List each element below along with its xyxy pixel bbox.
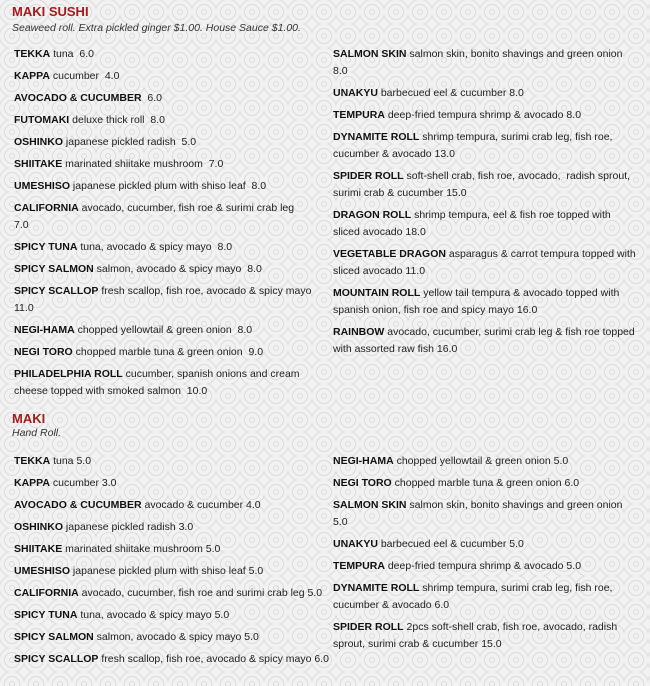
item-description: deep-fried tempura shrimp & avocado 5.0 <box>384 560 582 572</box>
item-description: shrimp tempura, eel & fish roe topped with sliced avocado 18.0 <box>333 209 614 238</box>
item-name: SHIITAKE <box>14 543 63 555</box>
right-column <box>333 453 638 658</box>
item-name: RAINBOW <box>333 326 385 338</box>
menu-item <box>14 563 329 580</box>
item-description: tuna 5.0 <box>50 455 92 467</box>
item-name: MOUNTAIN ROLL <box>333 287 421 299</box>
menu-item <box>333 107 638 124</box>
item-name: SALMON SKIN <box>333 48 407 60</box>
item-name: UNAKYU <box>333 538 378 550</box>
item-name: SPICY SCALLOP <box>14 653 99 665</box>
menu-item <box>333 580 638 614</box>
section-title: MAKI <box>12 411 46 426</box>
item-name: TEKKA <box>14 455 51 467</box>
item-name: PHILADELPHIA ROLL <box>14 368 123 380</box>
item-description: shrimp tempura, surimi crab leg, fish roe, cucumber & avocado 6.0 <box>333 582 616 611</box>
menu-item <box>333 168 638 202</box>
item-name: SALMON SKIN <box>333 499 407 511</box>
item-description: avocado, cucumber, fish roe and surimi crab leg 5.0 <box>78 587 323 599</box>
item-description: 2pcs soft-shell crab, fish roe, avocado, radish sprout, surimi crab & cucumber 15.0 <box>333 621 621 650</box>
item-description: avocado, cucumber, surimi crab leg & fish roe topped with assorted raw fish 16.0 <box>333 326 638 355</box>
menu-item <box>14 283 318 317</box>
item-description: chopped yellowtail & green onion 8.0 <box>74 324 253 336</box>
menu-item <box>14 90 314 107</box>
menu-item <box>333 453 638 470</box>
menu-item <box>14 607 329 624</box>
item-name: SHIITAKE <box>14 158 63 170</box>
item-description: barbecued eel & cucumber 5.0 <box>377 538 524 550</box>
menu-item <box>14 519 329 536</box>
menu-item <box>14 497 329 514</box>
menu-item <box>333 619 638 653</box>
menu-item <box>14 239 314 256</box>
section-subtitle: Seaweed roll. Extra pickled ginger $1.00. House Sauce $1.00. <box>12 22 301 34</box>
item-description: chopped marble tuna & green onion 9.0 <box>72 346 264 358</box>
item-description: japanese pickled radish 5.0 <box>63 136 197 148</box>
item-description: salmon, avocado & spicy mayo 5.0 <box>93 631 259 643</box>
item-name: AVOCADO & CUCUMBER <box>14 92 142 104</box>
item-description: fresh scallop, fish roe, avocado & spicy mayo 6.0 <box>98 653 329 665</box>
menu-item <box>14 200 314 234</box>
menu-item <box>333 324 638 358</box>
menu-item <box>333 46 638 80</box>
item-description: shrimp tempura, surimi crab leg, fish roe, cucumber & avocado 13.0 <box>333 131 616 160</box>
menu-item <box>14 322 314 339</box>
item-description: deluxe thick roll 8.0 <box>69 114 165 126</box>
section-subtitle: Hand Roll. <box>12 427 62 439</box>
item-name: UMESHISO <box>14 180 71 192</box>
item-name: SPICY TUNA <box>14 241 78 253</box>
menu-item <box>14 344 314 361</box>
item-description: japanese pickled plum with shiso leaf 5.0 <box>70 565 264 577</box>
item-description: chopped yellowtail & green onion 5.0 <box>393 455 569 467</box>
item-description: tuna, avocado & spicy mayo 5.0 <box>77 609 230 621</box>
item-description: asparagus & carrot tempura topped with sliced avocado 11.0 <box>333 248 639 277</box>
item-name: OSHINKO <box>14 521 64 533</box>
menu-item <box>14 134 314 151</box>
menu-item <box>333 129 638 163</box>
item-description: cucumber, spanish onions and cream cheese topped with smoked salmon 10.0 <box>14 368 303 397</box>
menu-item <box>14 68 314 85</box>
item-description: avocado, cucumber, fish roe & surimi crab leg 7.0 <box>14 202 300 231</box>
menu-item <box>14 585 329 602</box>
right-column <box>333 46 638 363</box>
item-name: UMESHISO <box>14 565 71 577</box>
item-name: SPICY SALMON <box>14 263 94 275</box>
item-name: SPICY SALMON <box>14 631 94 643</box>
item-description: marinated shiitake mushroom 7.0 <box>62 158 224 170</box>
item-name: SPIDER ROLL <box>333 170 404 182</box>
item-name: VEGETABLE DRAGON <box>333 248 446 260</box>
item-name: DYNAMITE ROLL <box>333 582 420 594</box>
item-name: KAPPA <box>14 70 50 82</box>
item-description: fresh scallop, fish roe, avocado & spicy mayo 11.0 <box>14 285 318 314</box>
item-name: NEGI-HAMA <box>14 324 75 336</box>
item-description: salmon skin, bonito shavings and green onion 5.0 <box>333 499 626 528</box>
menu-item <box>14 651 329 668</box>
menu-item <box>333 285 638 319</box>
item-name: TEKKA <box>14 48 51 60</box>
item-description: chopped marble tuna & green onion 6.0 <box>391 477 580 489</box>
menu-item <box>14 46 314 63</box>
item-name: CALIFORNIA <box>14 587 79 599</box>
item-name: TEMPURA <box>333 560 385 572</box>
item-description: cucumber 3.0 <box>49 477 117 489</box>
item-name: KAPPA <box>14 477 50 489</box>
item-description: salmon skin, bonito shavings and green onion 8.0 <box>333 48 626 77</box>
menu-item <box>333 497 638 531</box>
left-column <box>14 46 318 405</box>
menu-item <box>14 629 329 646</box>
item-description: tuna, avocado & spicy mayo 8.0 <box>77 241 233 253</box>
item-name: DYNAMITE ROLL <box>333 131 420 143</box>
menu-item <box>14 261 314 278</box>
item-description: barbecued eel & cucumber 8.0 <box>377 87 524 99</box>
menu-item <box>14 178 314 195</box>
left-column <box>14 453 329 673</box>
item-name: SPICY TUNA <box>14 609 78 621</box>
menu-item <box>333 246 638 280</box>
item-name: SPICY SCALLOP <box>14 285 99 297</box>
menu-item <box>14 156 314 173</box>
menu-item <box>14 541 329 558</box>
item-description: 6.0 <box>141 92 162 104</box>
item-name: OSHINKO <box>14 136 64 148</box>
section-title: MAKI SUSHI <box>12 4 89 19</box>
menu-item <box>333 536 638 553</box>
menu-item <box>333 207 638 241</box>
item-description: yellow tail tempura & avocado topped with spanish onion, fish roe and spicy mayo 16.0 <box>333 287 623 316</box>
item-name: UNAKYU <box>333 87 378 99</box>
menu-item <box>14 366 314 400</box>
item-name: TEMPURA <box>333 109 385 121</box>
menu-item <box>14 112 314 129</box>
item-description: soft-shell crab, fish roe, avocado, radish sprout, surimi crab & cucumber 15.0 <box>333 170 633 199</box>
item-description: avocado & cucumber 4.0 <box>141 499 261 511</box>
item-description: japanese pickled radish 3.0 <box>63 521 194 533</box>
item-name: NEGI-HAMA <box>333 455 394 467</box>
item-name: NEGI TORO <box>333 477 392 489</box>
menu-item <box>14 475 329 492</box>
menu-item <box>14 453 329 470</box>
item-description: salmon, avocado & spicy mayo 8.0 <box>93 263 262 275</box>
menu-item <box>333 85 638 102</box>
item-name: DRAGON ROLL <box>333 209 412 221</box>
item-name: CALIFORNIA <box>14 202 79 214</box>
item-description: japanese pickled plum with shiso leaf 8.0 <box>70 180 267 192</box>
item-description: marinated shiitake mushroom 5.0 <box>62 543 221 555</box>
item-name: NEGI TORO <box>14 346 73 358</box>
menu-item <box>333 558 638 575</box>
menu-item <box>333 475 638 492</box>
item-description: deep-fried tempura shrimp & avocado 8.0 <box>384 109 582 121</box>
item-name: FUTOMAKI <box>14 114 70 126</box>
item-name: SPIDER ROLL <box>333 621 404 633</box>
item-description: tuna 6.0 <box>50 48 94 60</box>
item-description: cucumber 4.0 <box>49 70 120 82</box>
item-name: AVOCADO & CUCUMBER <box>14 499 142 511</box>
